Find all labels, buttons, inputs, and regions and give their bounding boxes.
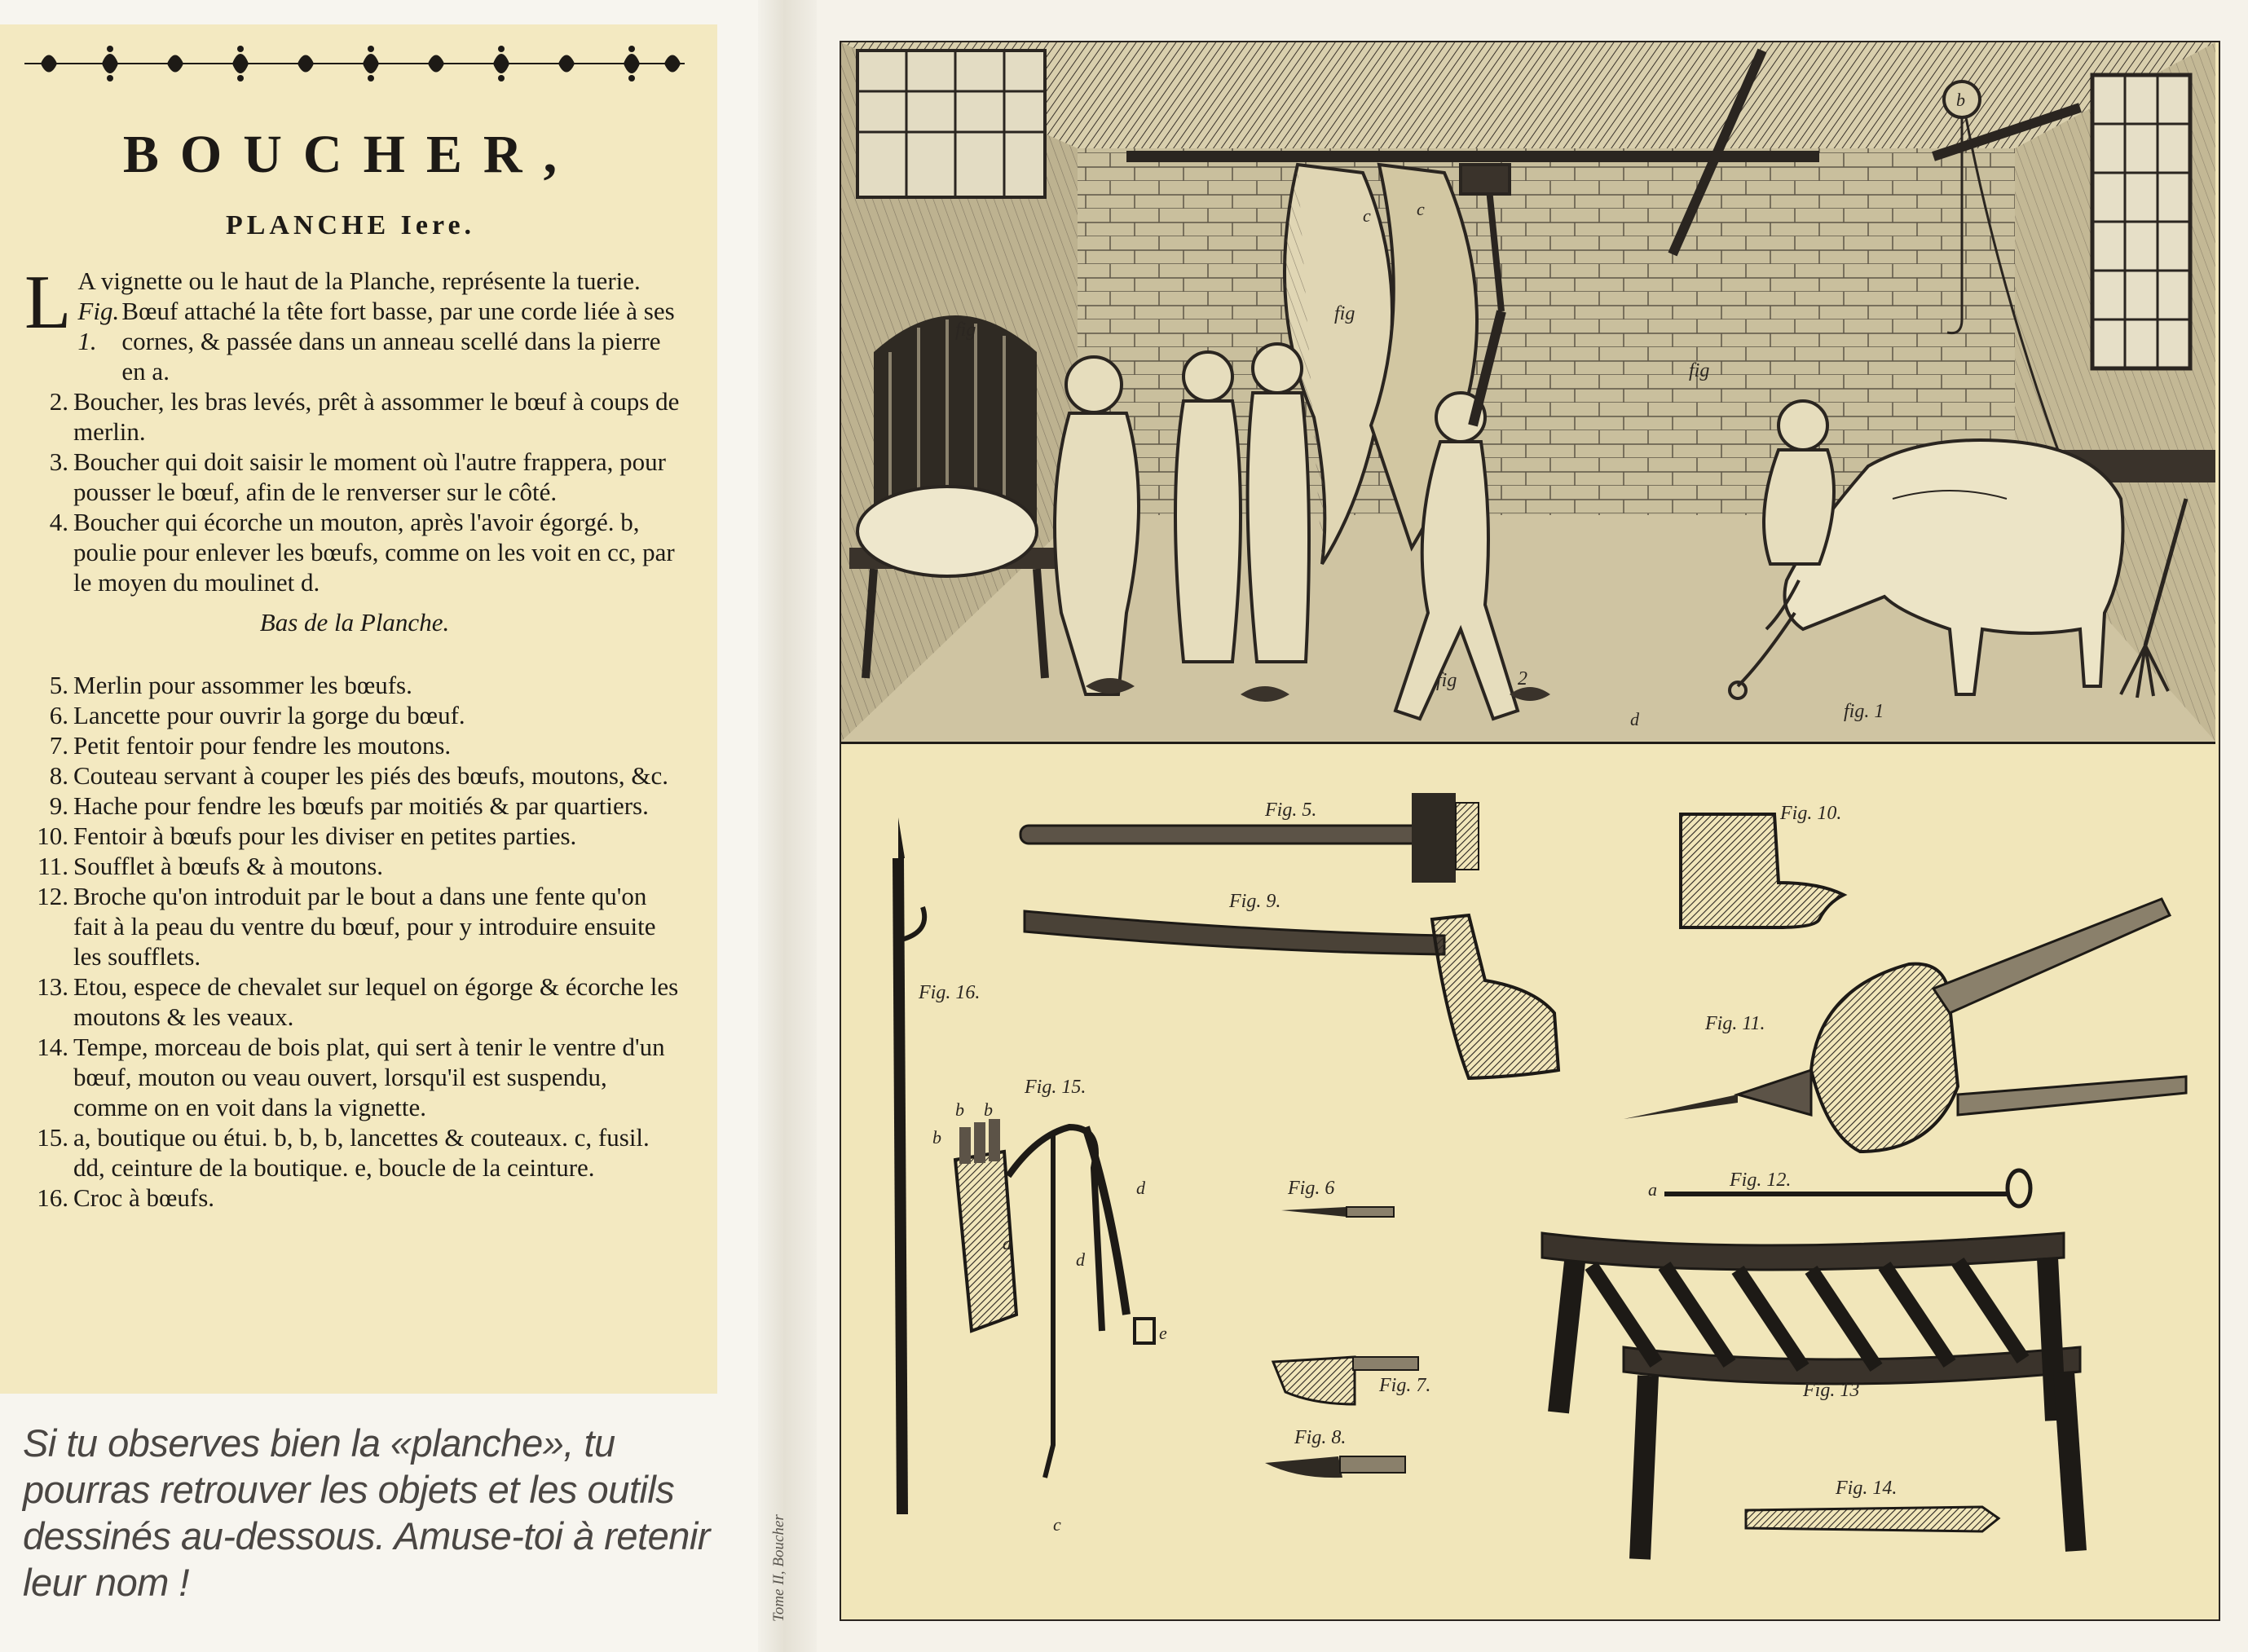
scene-label-carcass: fig xyxy=(1334,303,1355,324)
letter-a-fig15: a xyxy=(1003,1233,1012,1253)
fig5-merlin xyxy=(1020,793,1479,883)
fig6-lancette xyxy=(1281,1207,1394,1217)
item-number: Fig. 1. xyxy=(77,297,120,355)
label-fig12: Fig. 12. xyxy=(1730,1170,1792,1191)
letter-d-fig15: d xyxy=(1136,1178,1145,1198)
fig14-tempe xyxy=(1746,1507,1999,1531)
list-item xyxy=(24,1122,685,1183)
page-subtitle: PLANCHE Iere. xyxy=(225,210,476,240)
item-text: Lancette pour ouvrir la gorge du bœuf. xyxy=(73,701,465,729)
item-text: Couteau servant à couper les piés des bœufs, moutons, &c. xyxy=(73,761,669,790)
item-text: Fentoir à bœufs pour les diviser en petites parties. xyxy=(73,822,577,850)
item-text: Soufflet à bœufs & à moutons. xyxy=(73,852,384,880)
label-fig16: Fig. 16. xyxy=(919,982,981,1003)
label-fig13: Fig. 13 xyxy=(1803,1380,1860,1401)
fig15-boutique xyxy=(955,1119,1154,1478)
letter-a-fig12: a xyxy=(1648,1179,1657,1200)
letter-b-fig15: b xyxy=(932,1127,941,1148)
list-item xyxy=(24,851,685,881)
item-number: 15. xyxy=(37,1123,68,1152)
list-item xyxy=(24,730,685,760)
item-text: Broche qu'on introduit par le bout a dans une fente qu'on fait à la peau du ventre du bœuf, pour y introduire ensuite les soufflets. xyxy=(73,882,656,971)
list-item xyxy=(24,821,685,851)
gallery-window xyxy=(857,51,1045,197)
letter-b-fig15: b xyxy=(955,1099,964,1120)
letter-e-fig15: e xyxy=(1159,1323,1167,1343)
list-item xyxy=(24,386,685,447)
tools-drawing xyxy=(841,744,2215,1616)
item-number: 7. xyxy=(49,731,68,760)
drop-cap: L xyxy=(24,260,72,345)
book-gutter xyxy=(758,0,817,1652)
item-number: 9. xyxy=(49,791,68,820)
item-text: Merlin pour assommer les bœufs. xyxy=(73,671,412,699)
label-fig6: Fig. 6 xyxy=(1288,1178,1335,1199)
list-item xyxy=(24,760,685,791)
item-text: Hache pour fendre les bœufs par moitiés & par quartiers. xyxy=(73,791,649,820)
item-number: 2. xyxy=(49,387,68,416)
list-item xyxy=(24,881,685,971)
text-panel xyxy=(0,24,717,1394)
label-fig11: Fig. 11. xyxy=(1705,1013,1765,1034)
item-number: 13. xyxy=(37,972,68,1001)
fleuron-border-ornament xyxy=(24,39,685,88)
plate-description xyxy=(24,260,685,1213)
list-item xyxy=(24,971,685,1032)
item-number: 12. xyxy=(37,882,68,910)
scene-label-fig3: fig xyxy=(1689,360,1710,381)
item-text: Boucher qui écorche un mouton, après l'avoir égorgé. b, poulie pour enlever les bœufs, comme on les voit en cc, par le moyen du moulinet d. xyxy=(73,508,675,597)
scene-label-fig4: fig xyxy=(955,319,976,341)
letter-b-fig15: b xyxy=(984,1099,993,1120)
fig9-hache xyxy=(1025,911,1558,1078)
item-text: Petit fentoir pour fendre les moutons. xyxy=(73,731,452,760)
item-number: 10. xyxy=(37,822,68,850)
item-text: Croc à bœufs. xyxy=(73,1183,215,1212)
item-text: Boucher, les bras levés, prêt à assommer le bœuf à coups de merlin. xyxy=(73,387,680,446)
section-heading: Bas de la Planche. xyxy=(259,608,450,637)
scene-letter-d: d xyxy=(1630,709,1639,729)
list-item xyxy=(24,507,685,597)
label-fig14: Fig. 14. xyxy=(1836,1478,1898,1499)
vignette-engraving xyxy=(841,42,2215,742)
scene-label-fig2: fig xyxy=(1436,670,1457,691)
letter-d-fig15: d xyxy=(1076,1249,1085,1270)
fig16-croc xyxy=(898,817,924,1514)
scene-letter-c2: c xyxy=(1417,199,1425,219)
label-fig7: Fig. 7. xyxy=(1379,1375,1431,1396)
tools-engraving xyxy=(841,744,2215,1616)
scene-label-fig1: fig. 1 xyxy=(1844,701,1884,722)
list-item xyxy=(24,670,685,700)
item-text: Etou, espece de chevalet sur lequel on égorge & écorche les moutons & les veaux. xyxy=(73,972,679,1031)
scene-letter-c1: c xyxy=(1363,205,1371,226)
list-item xyxy=(24,1183,685,1213)
fig12-broche xyxy=(1664,1170,2030,1206)
item-number: 11. xyxy=(37,852,68,880)
item-number: 16. xyxy=(37,1183,68,1212)
label-fig10: Fig. 10. xyxy=(1780,803,1842,824)
item-text: a, boutique ou étui. b, b, b, lancettes & couteaux. c, fusil. dd, ceinture de la boutique. e, boucle de la ceinture. xyxy=(73,1123,650,1182)
label-fig15: Fig. 15. xyxy=(1025,1077,1087,1098)
list-item xyxy=(24,447,685,507)
intro-text: A vignette ou le haut de la Planche, représente la tuerie. xyxy=(77,267,641,295)
label-fig8: Fig. 8. xyxy=(1294,1427,1347,1448)
list-item xyxy=(24,1032,685,1122)
list-item xyxy=(77,296,685,386)
item-text: Tempe, morceau de bois plat, qui sert à tenir le ventre d'un bœuf, mouton ou veau ouvert, lorsqu'il est suspendu, comme on en voit dans la vignette. xyxy=(73,1033,665,1121)
reader-caption: Si tu observes bien la «planche», tu pourras retrouver les objets et les outils dessinés au-dessous. Amuse-toi à retenir leur nom ! xyxy=(23,1421,710,1604)
scene-label-fig2-number: 2 xyxy=(1518,668,1527,689)
label-fig5: Fig. 5. xyxy=(1265,800,1317,821)
list-item xyxy=(24,700,685,730)
item-text: Bœuf attaché la tête fort basse, par une corde liée à ses cornes, & passée dans un anneau scellé dans la pierre en a. xyxy=(121,297,675,385)
fig10-fentoir xyxy=(1681,814,1844,927)
label-fig9: Fig. 9. xyxy=(1229,891,1281,912)
item-number: 3. xyxy=(49,447,68,476)
letter-c-fig15: c xyxy=(1053,1514,1061,1535)
slaughterhouse-vignette xyxy=(841,42,2215,744)
item-number: 14. xyxy=(37,1033,68,1061)
item-number: 8. xyxy=(49,761,68,790)
fig8-couteau xyxy=(1265,1456,1405,1478)
scene-letter-b: b xyxy=(1956,90,1965,110)
page-title: BOUCHER, xyxy=(122,125,579,184)
item-number: 4. xyxy=(49,508,68,536)
spine-label: Tome II, Boucher xyxy=(770,1514,787,1622)
item-text: Boucher qui doit saisir le moment où l'autre frappera, pour pousser le bœuf, afin de le renverser sur le côté. xyxy=(73,447,666,506)
list-item xyxy=(24,791,685,821)
item-number: 5. xyxy=(49,671,68,699)
item-number: 6. xyxy=(49,701,68,729)
